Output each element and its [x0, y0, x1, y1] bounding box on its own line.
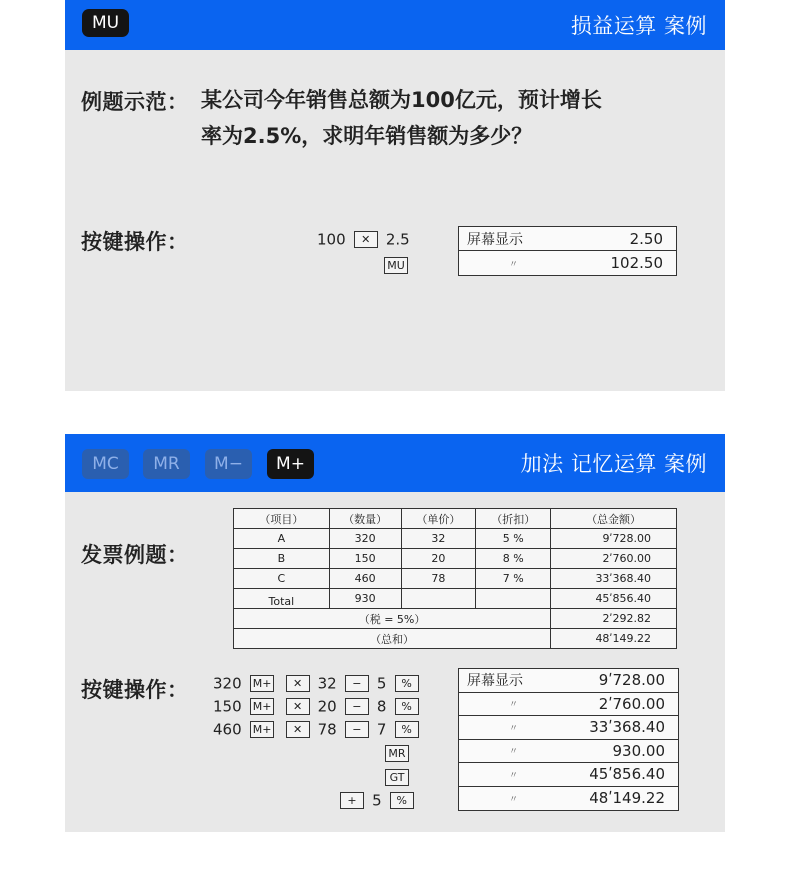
- percent-key: %: [390, 792, 414, 809]
- number: 5: [372, 791, 382, 810]
- total-label: Total: [234, 589, 330, 609]
- number: 8: [376, 697, 387, 716]
- table-header-row: [234, 509, 677, 529]
- number: 460: [213, 720, 242, 739]
- operation-label-2: 按键操作：: [81, 678, 189, 702]
- screen-row: [459, 763, 678, 787]
- gt-key-icon: GT: [385, 769, 409, 786]
- screen-value: 48ʹ149.22: [589, 789, 665, 808]
- mr-key-icon: MR: [385, 745, 409, 762]
- screen-row: [459, 787, 678, 811]
- key-sequence: [317, 229, 410, 249]
- minus-key: −: [345, 675, 369, 692]
- header-unit-price: （单价）: [401, 509, 476, 529]
- table-row: [234, 549, 677, 569]
- screen-value: 2.50: [629, 229, 663, 248]
- ditto-mark: 〃: [509, 723, 519, 734]
- number-2-5: 2.5: [385, 230, 410, 249]
- number: 320: [213, 674, 242, 693]
- m-plus-key-icon: M+: [250, 698, 275, 715]
- multiply-key: ✕: [286, 675, 310, 692]
- tax-amount: 2ʹ292.82: [551, 609, 677, 629]
- screen-row: [459, 669, 678, 693]
- ditto-mark: 〃: [509, 747, 519, 758]
- cell: 150: [329, 549, 401, 569]
- header-discount: （折扣）: [476, 509, 551, 529]
- ditto-mark: 〃: [509, 700, 519, 711]
- total-quantity: 930: [329, 589, 401, 609]
- number: 150: [213, 697, 242, 716]
- cell: 78: [401, 569, 476, 589]
- key-row: [213, 696, 413, 719]
- table-sum-row: [234, 629, 677, 649]
- mu-section-title: 损益运算 案例: [570, 14, 707, 38]
- cell: 9ʹ728.00: [551, 529, 677, 549]
- percent-key: %: [395, 675, 419, 692]
- percent-key: %: [395, 698, 419, 715]
- screen-value: 930.00: [612, 741, 665, 760]
- cell: A: [234, 529, 330, 549]
- key-row: [213, 719, 413, 742]
- screen-value: 2ʹ760.00: [598, 694, 665, 713]
- cell: 32: [401, 529, 476, 549]
- minus-key: −: [345, 721, 369, 738]
- key-row: [213, 673, 413, 696]
- screen-row: [459, 740, 678, 764]
- ditto-mark: 〃: [509, 794, 519, 805]
- screen-row: [459, 227, 676, 251]
- cell: B: [234, 549, 330, 569]
- number-100: 100: [317, 230, 346, 249]
- cell: 5 %: [476, 529, 551, 549]
- tax-label: （税 = 5%）: [234, 609, 551, 629]
- number: 5: [376, 674, 387, 693]
- screen-value: 33ʹ368.40: [589, 718, 665, 737]
- question-line-1: 某公司今年销售总额为100亿元，预计增长: [201, 88, 602, 112]
- multiply-key: ✕: [286, 698, 310, 715]
- sum-amount: 48ʹ149.22: [551, 629, 677, 649]
- memory-section-title: 加法 记忆运算 案例: [520, 452, 707, 476]
- cell: 8 %: [476, 549, 551, 569]
- plus-key-icon: +: [340, 792, 364, 809]
- number: 7: [376, 720, 387, 739]
- cell: 460: [329, 569, 401, 589]
- screen-header: 屏幕显示: [467, 231, 523, 248]
- m-plus-key-icon: M+: [250, 721, 275, 738]
- mu-key-badge: MU: [82, 9, 129, 37]
- mu-header-bar: [65, 0, 725, 50]
- header-total-amount: （总金额）: [551, 509, 677, 529]
- percent-key: %: [395, 721, 419, 738]
- cell: 7 %: [476, 569, 551, 589]
- total-amount: 45ʹ856.40: [551, 589, 677, 609]
- m-minus-key: M−: [205, 449, 252, 479]
- gt-key-row: [382, 767, 412, 786]
- multiply-key: ✕: [354, 231, 378, 248]
- mr-key-row: [382, 743, 412, 762]
- number: 32: [317, 674, 337, 693]
- cell: [401, 589, 476, 609]
- table-row: [234, 529, 677, 549]
- minus-key: −: [345, 698, 369, 715]
- mu-example-panel: [65, 0, 725, 391]
- screen-row: [459, 693, 678, 717]
- screen-value: 102.50: [610, 254, 663, 272]
- table-tax-row: [234, 609, 677, 629]
- cell: 2ʹ760.00: [551, 549, 677, 569]
- cell: 20: [401, 549, 476, 569]
- question-line-2: 率为2.5%，求明年销售额为多少？: [201, 124, 533, 148]
- plus-key-row: [337, 790, 417, 810]
- screen-header: 屏幕显示: [467, 673, 523, 690]
- mu-key-row: [381, 255, 411, 274]
- screen-row: [459, 716, 678, 740]
- ditto-mark: 〃: [509, 259, 519, 270]
- sum-label: （总和）: [234, 629, 551, 649]
- mu-key: MU: [384, 257, 408, 274]
- screen-value: 45ʹ856.40: [589, 765, 665, 784]
- invoice-label: 发票例题：: [81, 543, 189, 567]
- cell: 320: [329, 529, 401, 549]
- key-sequence-2: [213, 673, 413, 742]
- screen-value: 9ʹ728.00: [598, 671, 665, 690]
- operation-label: 按键操作：: [81, 230, 189, 254]
- m-plus-key-icon: M+: [250, 675, 275, 692]
- screen-row: [459, 251, 676, 275]
- screen-display-1: [458, 226, 677, 276]
- multiply-key: ✕: [286, 721, 310, 738]
- screen-display-2: [458, 668, 679, 811]
- header-quantity: （数量）: [329, 509, 401, 529]
- cell: C: [234, 569, 330, 589]
- table-total-row: [234, 589, 677, 609]
- number: 20: [317, 697, 337, 716]
- number: 78: [317, 720, 337, 739]
- memory-header-bar: [65, 434, 725, 492]
- cell: [476, 589, 551, 609]
- invoice-table: [233, 508, 677, 649]
- header-item: （项目）: [234, 509, 330, 529]
- ditto-mark: 〃: [509, 770, 519, 781]
- table-row: [234, 569, 677, 589]
- cell: 33ʹ368.40: [551, 569, 677, 589]
- example-label: 例题示范：: [81, 90, 189, 114]
- mr-key: MR: [143, 449, 190, 479]
- m-plus-key: M+: [267, 449, 314, 479]
- mc-key: MC: [82, 449, 129, 479]
